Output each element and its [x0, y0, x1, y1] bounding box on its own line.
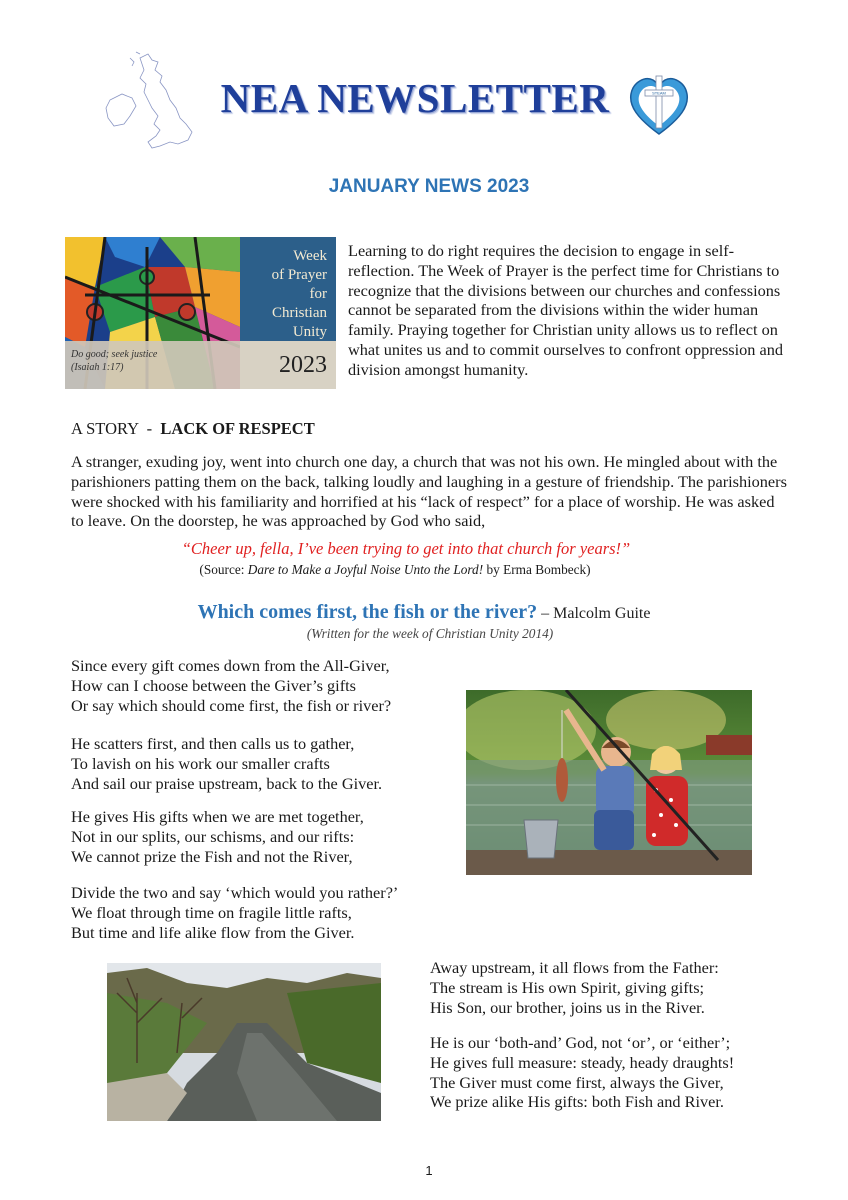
month-title: JANUARY NEWS 2023 — [328, 176, 530, 197]
poem-line: He is our ‘both-and’ God, not ‘or’, or ‘either’; — [430, 1033, 731, 1052]
source-suffix: by Erma Bombeck) — [483, 562, 591, 577]
poem-title: Which comes first, the fish or the river? — [197, 601, 538, 623]
banner-caption-line2: (Isaiah 1:17) — [71, 362, 124, 373]
banner-caption-line1: Do good; seek justice — [71, 349, 158, 360]
poem-stanza-2 — [71, 734, 382, 793]
poem-line: We prize alike His gifts: both Fish and River. — [430, 1092, 724, 1112]
week-of-prayer-paragraph: Learning to do right requires the decision to engage in self-reflection. The Week of Prayer is the perfect time for Christians to recognize that the divisions between our churches and confessions cannot be separated from the divisions within the wider human family. Praying together for Christian unity allows us to reflect on what unites us and to commit ourselves to confront oppression and division amongst humanity. — [348, 241, 783, 379]
poem-line: Divide the two and say ‘which would you rather?’ — [71, 883, 399, 902]
poem-line: He scatters first, and then calls us to gather, — [71, 734, 355, 753]
story-heading — [71, 419, 315, 439]
poem-line: Or say which should come first, the fish or river? — [71, 695, 392, 715]
children-fishing-photo — [466, 690, 752, 875]
poem-line: But time and life alike flow from the Giver. — [71, 922, 355, 942]
british-isles-map-image — [100, 50, 200, 160]
banner-year: 2023 — [279, 352, 327, 378]
poem-line: To lavish on his work our smaller crafts — [71, 753, 330, 773]
poem-stanza-5 — [430, 958, 719, 1017]
poem-line: We cannot prize the Fish and not the River, — [71, 846, 353, 866]
newsletter-title: NEA NEWSLETTER — [220, 75, 610, 121]
poem-heading — [0, 601, 848, 624]
source-title: Dare to Make a Joyful Noise Unto the Lord! — [247, 562, 484, 577]
banner-line-unity: Unity — [292, 324, 327, 340]
poem-line: We float through time on fragile little rafts, — [71, 902, 352, 922]
poem-line: And sail our praise upstream, back to the Giver. — [71, 773, 383, 793]
poem-line: He gives full measure: steady, heady draughts! — [430, 1052, 735, 1072]
poem-line: His Son, our brother, joins us in the River. — [430, 997, 705, 1017]
poem-line: Since every gift comes down from the All-Giver, — [71, 656, 390, 675]
story-heading-prefix: A STORY - — [71, 419, 161, 438]
source-prefix: (Source: — [199, 562, 248, 577]
page-number: 1 — [425, 1163, 433, 1178]
heart-cross-logo — [627, 72, 691, 138]
story-quote: “Cheer up, fella, I’ve been trying to get into that church for years!” — [181, 539, 631, 558]
story-paragraph: A stranger, exuding joy, went into church one day, a church that was not his own. He mingled about with the parishioners patting them on the back, talking loudly and laughing in a gesture of friendship. The parishioners were shocked with his familiarity and horrified at his “lack of respect” for a place of worship. He was asked to leave. On the doorstep, he was approached by God who said, — [71, 452, 787, 531]
banner-line-prayer: of Prayer — [271, 267, 327, 283]
poem-line: The stream is His own Spirit, giving gifts; — [430, 977, 705, 997]
story-heading-title: LACK OF RESPECT — [160, 419, 315, 438]
logo-text: STEAM — [652, 90, 666, 96]
poem-stanza-4 — [71, 883, 398, 942]
poem-stanza-1 — [71, 656, 391, 715]
poem-line: Not in our splits, our schisms, and our rifts: — [71, 826, 355, 846]
story-source — [0, 562, 790, 578]
banner-line-for: for — [309, 286, 327, 302]
week-of-prayer-banner — [65, 237, 336, 389]
poem-stanza-3 — [71, 807, 364, 866]
poem-line: The Giver must come first, always the Giver, — [430, 1072, 724, 1092]
poem-stanza-6 — [430, 1033, 734, 1112]
river-photo — [107, 963, 381, 1121]
banner-line-week: Week — [293, 248, 327, 264]
poem-note: (Written for the week of Christian Unity 2014) — [306, 626, 554, 641]
poem-line: He gives His gifts when we are met together, — [71, 807, 364, 826]
poem-author: – Malcolm Guite — [537, 605, 651, 622]
poem-line: Away upstream, it all flows from the Father: — [430, 958, 719, 977]
banner-line-christian: Christian — [272, 305, 327, 321]
poem-line: How can I choose between the Giver’s gifts — [71, 675, 356, 695]
